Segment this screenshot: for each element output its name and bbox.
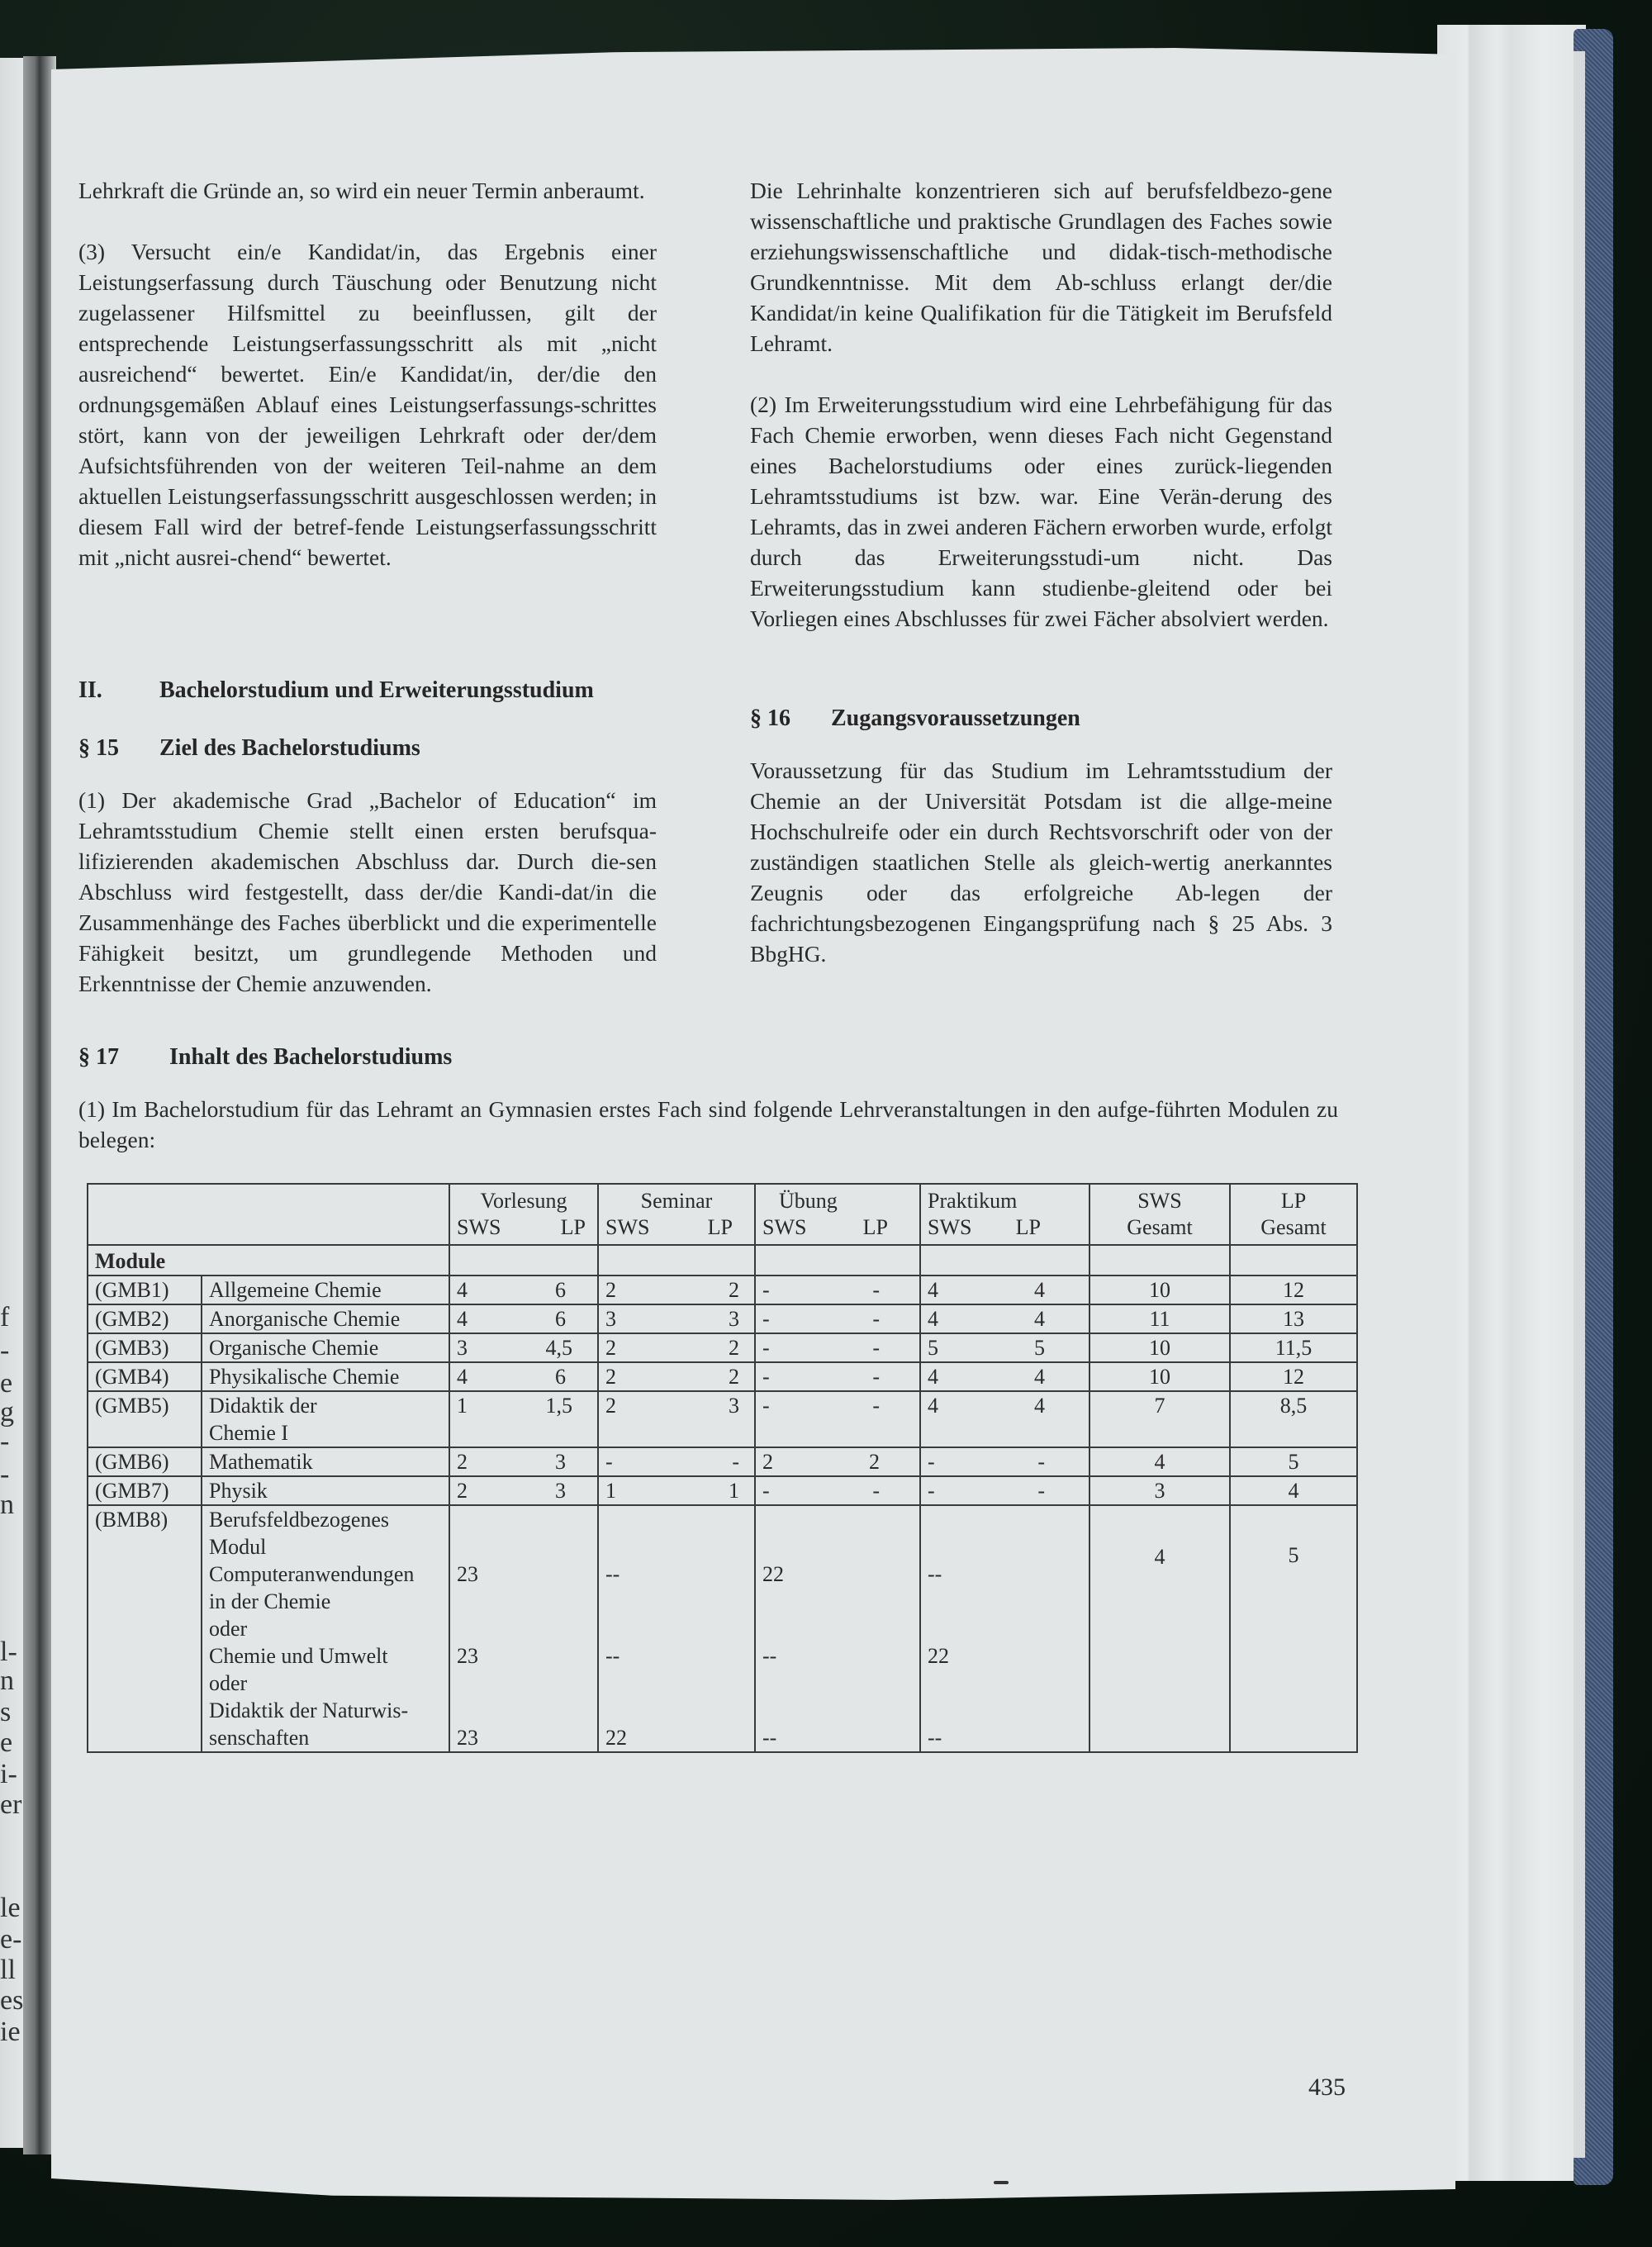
- lp-gesamt-line-2: Gesamt: [1260, 1215, 1327, 1239]
- lp-total: 11,5: [1230, 1333, 1357, 1362]
- uebung-values: [755, 1304, 920, 1333]
- table-row: [88, 1476, 1357, 1505]
- par17-title: Inhalt des Bachelorstudiums: [169, 1044, 453, 1070]
- empty-cell: [1230, 1245, 1357, 1276]
- right-column: [750, 175, 1332, 634]
- uebung-values: [755, 1447, 920, 1476]
- par16-number: § 16: [750, 705, 790, 731]
- module-code: (GMB7): [88, 1476, 202, 1505]
- u-lp: -: [872, 1307, 880, 1331]
- s-lp: 2: [729, 1336, 739, 1360]
- module-name: [202, 1391, 449, 1447]
- empty-cell: [449, 1245, 598, 1276]
- table-row: [88, 1276, 1357, 1304]
- s-sws: 2: [605, 1394, 616, 1418]
- paragraph-2: (2) Im Erweiterungsstudium wird eine Lehrbefähigung für das Fach Chemie erworben, wenn dieses Fach nicht Gegenstand eines Bachelorstudiums oder eines zurück-liegenden Lehramtsstudiums ist bzw. war. Eine Verän-derung des Lehramts, das in zwei anderen Fächern erworben wurde, erfolgt durch das Erweiterungsstudi-um nicht. Das Erweiterungsstudium kann studienbe-gleitend oder bei Vorliegen eines Abschlusses für zwei Fächer absolviert werden.: [750, 392, 1332, 631]
- v-sws: 1: [457, 1394, 468, 1418]
- fragment: es: [0, 1985, 24, 2016]
- v-sws: 3: [457, 1336, 468, 1360]
- fragment: n: [0, 1665, 14, 1696]
- lp-total: 12: [1230, 1276, 1357, 1304]
- s-lp: -: [732, 1450, 739, 1474]
- u-lp: 2: [869, 1450, 880, 1474]
- s-sws: 3: [605, 1307, 616, 1331]
- module-code: (GMB5): [88, 1391, 202, 1447]
- u-sws: -: [762, 1307, 770, 1331]
- seminar-values: [598, 1304, 755, 1333]
- s-sws: 2: [605, 1365, 616, 1389]
- paragraph-3: (3) Versucht ein/e Kandidat/in, das Ergebnis einer Leistungserfassung durch Täuschung oder Benutzung nicht zugelassener Hilfsmittel zu beeinflussen, gilt der entsprechende Leistungserfassungsschritt als mit „nicht ausreichend“ bewertet. Ein/e Kandidat/in, der/die den ordnungsgemäßen Ablauf eines Leistungserfassungs-schrittes stört, kann von der jeweiligen Lehrkraft oder der/dem Aufsichtsführenden von der weiteren Teil-nahme an dem aktuellen Leistungserfassungsschritt ausgeschlossen werden; in diesem Fall wird der betref-fende Leistungserfassungsschritt mit „nicht ausrei-chend“ bewertet.: [78, 239, 657, 570]
- u-lp: -: [872, 1394, 880, 1418]
- sws-total: 10: [1089, 1362, 1230, 1391]
- par17-number: § 17: [78, 1044, 119, 1070]
- lp-total: [1230, 1505, 1357, 1752]
- u-sws: -: [762, 1336, 770, 1360]
- seminar-lp: LP: [707, 1215, 733, 1239]
- praktikum-values: [920, 1304, 1089, 1333]
- seminar-values: [598, 1447, 755, 1476]
- table-row: [88, 1304, 1357, 1333]
- uebung-sws: SWS: [762, 1215, 807, 1239]
- empty-cell: [598, 1245, 755, 1276]
- p-sws: 4: [928, 1278, 938, 1302]
- v-lp: 3: [468, 1644, 478, 1668]
- par15-number: § 15: [78, 735, 119, 761]
- praktikum-lp: LP: [1015, 1215, 1041, 1239]
- praktikum-values: [920, 1276, 1089, 1304]
- bmb8-line: in der Chemie: [209, 1589, 331, 1613]
- s-lp: 2: [729, 1365, 739, 1389]
- par15-body: [78, 785, 657, 999]
- module-name-line-2: Chemie I: [209, 1421, 289, 1445]
- sws-total: 4: [1089, 1447, 1230, 1476]
- empty-cell: [920, 1245, 1089, 1276]
- par17-heading: [78, 1043, 452, 1072]
- vorlesung-values: [449, 1276, 598, 1304]
- fragment: er: [0, 1789, 22, 1820]
- header-empty-cell: [88, 1184, 449, 1245]
- p-sws: -: [928, 1479, 935, 1503]
- u-lp: -: [872, 1365, 880, 1389]
- sws-total: 11: [1089, 1304, 1230, 1333]
- v-lp: 3: [468, 1726, 478, 1750]
- lp-total: 4: [1230, 1476, 1357, 1505]
- bmb8-line: oder: [209, 1671, 248, 1695]
- vorlesung-values: [449, 1476, 598, 1505]
- vorlesung-values: [449, 1505, 598, 1752]
- p-lp: -: [934, 1726, 942, 1750]
- bmb8-line: Didaktik der Naturwis-: [209, 1698, 409, 1722]
- p-sws: 4: [928, 1365, 938, 1389]
- u-sws: 2: [762, 1450, 773, 1474]
- vorlesung-values: [449, 1447, 598, 1476]
- vorlesung-values: [449, 1304, 598, 1333]
- u-sws: -: [762, 1278, 770, 1302]
- module-label-row: [88, 1245, 1357, 1276]
- module-label: Module: [95, 1249, 166, 1273]
- praktikum-values: [920, 1391, 1089, 1447]
- fragment: e: [0, 1368, 13, 1399]
- vorlesung-lp: LP: [560, 1215, 586, 1239]
- seminar-values: [598, 1391, 755, 1447]
- s-sws: 2: [605, 1726, 616, 1750]
- v-sws: 2: [457, 1479, 468, 1503]
- lp-total: 12: [1230, 1362, 1357, 1391]
- u-lp: -: [872, 1336, 880, 1360]
- par16-text: Voraussetzung für das Studium im Lehramtsstudium der Chemie an der Universität Potsdam ist die allge-meine Hochschulreife oder ein durch Rechtsvorschrift oder von der zuständigen staatlichen Stelle als gleich-wertig anerkanntes Zeugnis oder das erfolgreiche Ab-legen der fachrichtungsbezogenen Eingangsprüfung nach § 25 Abs. 3 BbgHG.: [750, 758, 1332, 967]
- fragment: ll: [0, 1955, 16, 1985]
- u-sws: 2: [762, 1562, 773, 1586]
- uebung-values: [755, 1505, 920, 1752]
- seminar-values: [598, 1276, 755, 1304]
- empty-cell: [1089, 1245, 1230, 1276]
- section-title: Bachelorstudium und Erweiterungsstudium: [159, 677, 594, 703]
- v-lp: 3: [555, 1450, 566, 1474]
- fragment: e-: [0, 1924, 22, 1955]
- praktikum-values: [920, 1362, 1089, 1391]
- seminar-label: Seminar: [640, 1189, 713, 1213]
- u-lp: 2: [773, 1562, 784, 1586]
- praktikum-label: Praktikum: [928, 1189, 1018, 1213]
- v-sws: 2: [457, 1726, 468, 1750]
- par15-heading: [78, 734, 420, 763]
- seminar-values: [598, 1476, 755, 1505]
- fragment: -: [0, 1426, 10, 1456]
- module-code: (GMB3): [88, 1333, 202, 1362]
- sws-gesamt-line-1: SWS: [1137, 1189, 1182, 1213]
- header-seminar: [598, 1184, 755, 1245]
- par15-title: Ziel des Bachelorstudiums: [159, 735, 420, 761]
- fragment: n: [0, 1489, 14, 1520]
- header-uebung: [755, 1184, 920, 1245]
- module-code: (GMB1): [88, 1276, 202, 1304]
- p-sws: -: [928, 1562, 935, 1586]
- module-name: Mathematik: [202, 1447, 449, 1476]
- uebung-lp: LP: [862, 1215, 888, 1239]
- v-sws: 2: [457, 1562, 468, 1586]
- p-lp: -: [1037, 1450, 1045, 1474]
- seminar-values: [598, 1505, 755, 1752]
- s-lp: -: [612, 1562, 620, 1586]
- v-lp: 6: [555, 1307, 566, 1331]
- sws-total: 3: [1089, 1476, 1230, 1505]
- p-lp: 4: [1034, 1365, 1045, 1389]
- u-sws: -: [762, 1365, 770, 1389]
- par17-paragraph-1: (1) Im Bachelorstudium für das Lehramt an Gymnasien erstes Fach sind folgende Lehrveranstaltungen in den aufge-führten Modulen zu belegen:: [78, 1096, 1338, 1152]
- praktikum-values: [920, 1447, 1089, 1476]
- header-sws-gesamt: [1089, 1184, 1230, 1245]
- paragraph-continued-right: Die Lehrinhalte konzentrieren sich auf berufsfeldbezo-gene wissenschaftliche und praktische Grundlagen des Faches sowie erziehungswissenschaftliche und didak-tisch-methodische Grundkenntnisse. Mit dem Ab-schluss erlangt der/die Kandidat/in keine Qualifikation für die Tätigkeit im Berufsfeld Lehramt.: [750, 178, 1332, 356]
- module-code: (BMB8): [88, 1505, 202, 1752]
- lp-total: 5: [1230, 1447, 1357, 1476]
- seminar-sws: SWS: [605, 1215, 650, 1239]
- paragraph-continued: Lehrkraft die Gründe an, so wird ein neuer Termin anberaumt.: [78, 178, 645, 203]
- v-lp: 3: [468, 1562, 478, 1586]
- u-sws: -: [762, 1479, 770, 1503]
- praktikum-values: [920, 1505, 1089, 1752]
- par16-title: Zugangsvoraussetzungen: [831, 705, 1080, 731]
- p-sws: 4: [928, 1307, 938, 1331]
- bmb8-line: Modul: [209, 1535, 267, 1559]
- sws-total: 10: [1089, 1333, 1230, 1362]
- par16-body: [750, 755, 1332, 969]
- par15-paragraph-1: (1) Der akademische Grad „Bachelor of Education“ im Lehramtsstudium Chemie stellt einen ersten berufsqua-lifizierenden akademischen Abschluss dar. Durch die-sen Abschluss wird festgestellt, dass der/die Kandi-dat/in die Zusammenhänge des Faches überblickt und die experimentelle Fähigkeit besitzt, um grundlegende Methoden und Erkenntnisse der Chemie anzuwenden.: [78, 787, 657, 996]
- lp-gesamt-line-1: LP: [1280, 1189, 1307, 1213]
- module-code: (GMB6): [88, 1447, 202, 1476]
- module-code: (GMB4): [88, 1362, 202, 1391]
- p-lp: -: [934, 1562, 942, 1586]
- p-lp: 5: [1034, 1336, 1045, 1360]
- p-sws: 5: [928, 1336, 938, 1360]
- p-sws: -: [928, 1450, 935, 1474]
- uebung-values: [755, 1276, 920, 1304]
- section-number: II.: [78, 677, 102, 703]
- s-lp: 2: [729, 1278, 739, 1302]
- s-sws: -: [605, 1450, 613, 1474]
- v-lp: 4,5: [545, 1336, 572, 1360]
- lp-total: 8,5: [1230, 1391, 1357, 1447]
- uebung-values: [755, 1333, 920, 1362]
- fragment: -: [0, 1335, 10, 1366]
- header-vorlesung: [449, 1184, 598, 1245]
- sws-total-value: 4: [1154, 1545, 1165, 1569]
- v-lp: 3: [555, 1479, 566, 1503]
- s-sws: 2: [605, 1336, 616, 1360]
- module-code: (GMB2): [88, 1304, 202, 1333]
- p-lp: 2: [938, 1644, 949, 1668]
- par16-heading: [750, 704, 1080, 734]
- fragment: s: [0, 1697, 12, 1727]
- s-sws: 2: [605, 1278, 616, 1302]
- uebung-values: [755, 1391, 920, 1447]
- table-row: [88, 1333, 1357, 1362]
- u-lp: -: [769, 1644, 777, 1668]
- table-row: [88, 1391, 1357, 1447]
- s-sws: -: [605, 1644, 613, 1668]
- uebung-label: Übung: [779, 1189, 838, 1213]
- p-sws: 4: [928, 1394, 938, 1418]
- u-sws: -: [762, 1644, 770, 1668]
- sws-gesamt-line-2: Gesamt: [1127, 1215, 1193, 1239]
- s-lp: 2: [616, 1726, 627, 1750]
- s-lp: 1: [729, 1479, 739, 1503]
- fragment: l-: [0, 1637, 17, 1667]
- s-lp: 3: [729, 1394, 739, 1418]
- module-name-bmb8: [202, 1505, 449, 1752]
- u-sws: -: [762, 1394, 770, 1418]
- table-row: [88, 1362, 1357, 1391]
- vorlesung-values: [449, 1362, 598, 1391]
- module-name: Allgemeine Chemie: [202, 1276, 449, 1304]
- v-lp: 6: [555, 1278, 566, 1302]
- u-sws: -: [762, 1726, 770, 1750]
- praktikum-values: [920, 1333, 1089, 1362]
- vorlesung-sws: SWS: [457, 1215, 501, 1239]
- module-name: Organische Chemie: [202, 1333, 449, 1362]
- vorlesung-values: [449, 1333, 598, 1362]
- p-lp: -: [1037, 1479, 1045, 1503]
- fragment: f: [0, 1302, 10, 1333]
- vorlesung-label: Vorlesung: [480, 1189, 567, 1213]
- left-column: [78, 175, 657, 572]
- uebung-values: [755, 1476, 920, 1505]
- module-name-line-1: Didaktik der: [209, 1394, 317, 1418]
- print-mark: [994, 2181, 1009, 2184]
- bmb8-line: Berufsfeldbezogenes: [209, 1508, 390, 1532]
- v-sws: 2: [457, 1644, 468, 1668]
- u-lp: -: [872, 1479, 880, 1503]
- s-sws: 1: [605, 1479, 616, 1503]
- u-lp: -: [872, 1278, 880, 1302]
- bmb8-line: senschaften: [209, 1726, 310, 1750]
- s-lp: 3: [729, 1307, 739, 1331]
- seminar-values: [598, 1333, 755, 1362]
- table-row-bmb8: [88, 1505, 1357, 1752]
- fragment: e: [0, 1727, 13, 1758]
- module-name: Physikalische Chemie: [202, 1362, 449, 1391]
- module-label-cell: [88, 1245, 449, 1276]
- fragment: i-: [0, 1759, 17, 1789]
- v-lp: 6: [555, 1365, 566, 1389]
- bmb8-line: oder: [209, 1617, 248, 1641]
- praktikum-sws: SWS: [928, 1215, 972, 1239]
- p-lp: 4: [1034, 1278, 1045, 1302]
- module-table: [87, 1183, 1358, 1753]
- fragment: ie: [0, 2017, 21, 2047]
- sws-total: 7: [1089, 1391, 1230, 1447]
- v-lp: 1,5: [545, 1394, 572, 1418]
- uebung-values: [755, 1362, 920, 1391]
- seminar-values: [598, 1362, 755, 1391]
- vorlesung-values: [449, 1391, 598, 1447]
- sws-total: 10: [1089, 1276, 1230, 1304]
- empty-cell: [755, 1245, 920, 1276]
- table-header-row: [88, 1184, 1357, 1245]
- fragment: le: [0, 1893, 21, 1923]
- lp-total-value: 5: [1288, 1543, 1299, 1567]
- p-sws: -: [928, 1726, 935, 1750]
- section-heading: [78, 676, 594, 705]
- p-lp: 4: [1034, 1307, 1045, 1331]
- fragment: g: [0, 1397, 14, 1428]
- p-sws: 2: [928, 1644, 938, 1668]
- module-name: Physik: [202, 1476, 449, 1505]
- sws-total: [1089, 1505, 1230, 1752]
- u-lp: -: [769, 1726, 777, 1750]
- lp-total: 13: [1230, 1304, 1357, 1333]
- bmb8-line: Computeranwendungen: [209, 1562, 415, 1586]
- module-name: Anorganische Chemie: [202, 1304, 449, 1333]
- praktikum-values: [920, 1476, 1089, 1505]
- v-sws: 4: [457, 1365, 468, 1389]
- v-sws: 4: [457, 1307, 468, 1331]
- v-sws: 4: [457, 1278, 468, 1302]
- v-sws: 2: [457, 1450, 468, 1474]
- bmb8-line: Chemie und Umwelt: [209, 1644, 388, 1668]
- header-praktikum: [920, 1184, 1089, 1245]
- fragment: -: [0, 1459, 10, 1489]
- table-row: [88, 1447, 1357, 1476]
- s-sws: -: [605, 1562, 613, 1586]
- page-number: 435: [1308, 2074, 1346, 2101]
- p-lp: 4: [1034, 1394, 1045, 1418]
- s-lp: -: [612, 1644, 620, 1668]
- header-lp-gesamt: [1230, 1184, 1357, 1245]
